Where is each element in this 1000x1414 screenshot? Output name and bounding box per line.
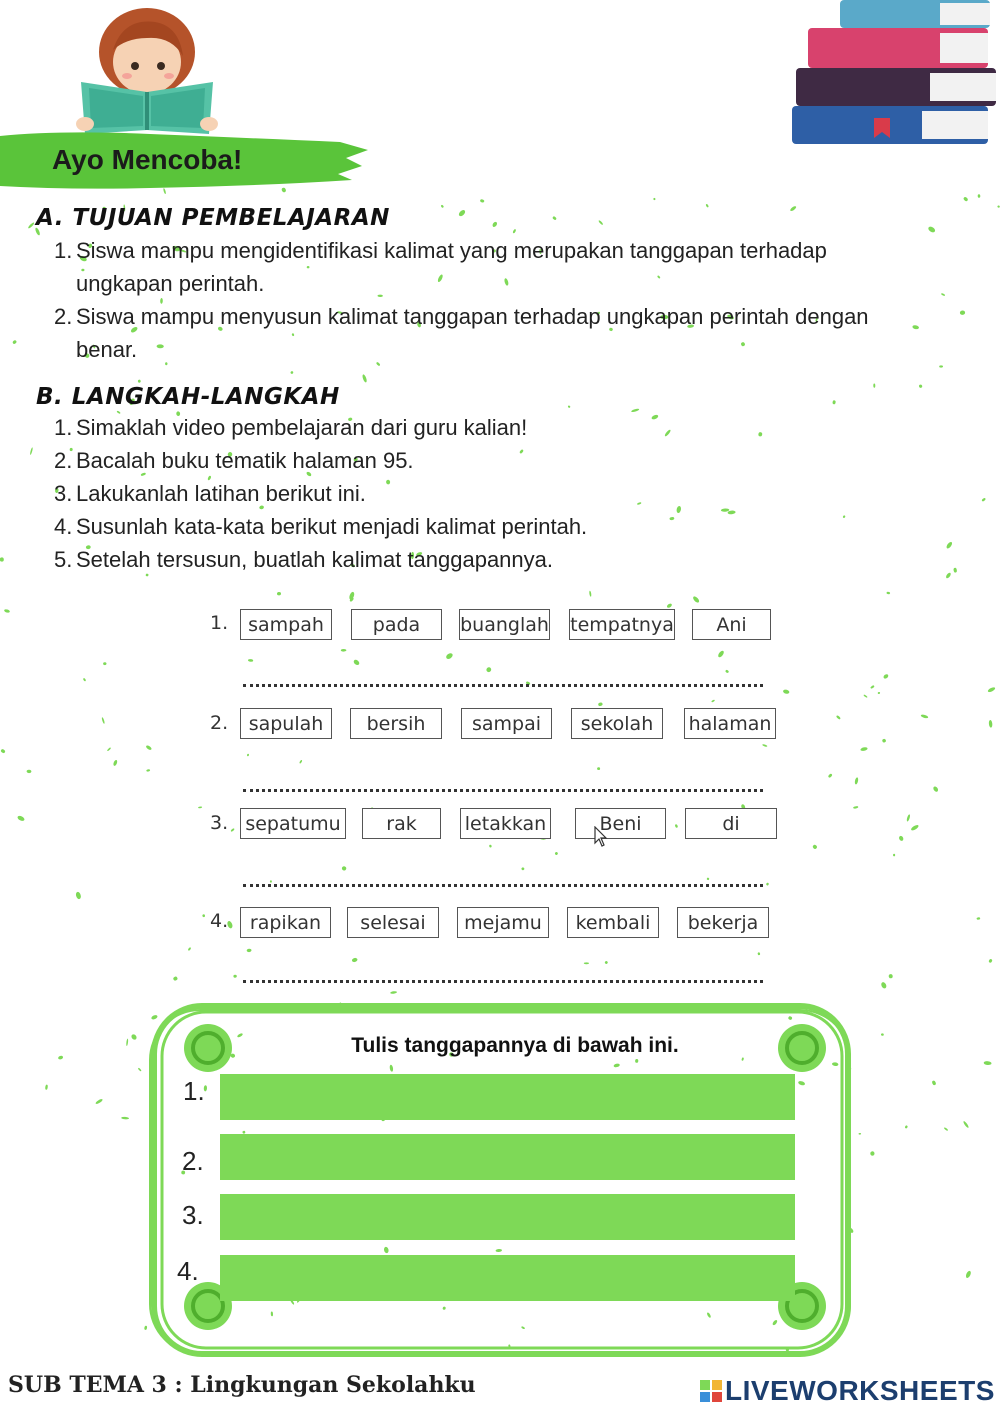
- list-text: ungkapan perintah.: [76, 271, 265, 296]
- speckle: [832, 400, 836, 404]
- speckle: [910, 824, 919, 831]
- list-number: 3.: [54, 481, 73, 506]
- speckle: [248, 659, 253, 662]
- speckle: [441, 204, 445, 208]
- speckle: [568, 405, 571, 408]
- word-card[interactable]: tempatnya: [569, 609, 675, 640]
- list-number: 5.: [54, 547, 73, 572]
- section-a-list: [54, 234, 984, 366]
- word-card[interactable]: Ani: [692, 609, 771, 640]
- speckle: [554, 852, 558, 856]
- answer-field-1[interactable]: [220, 1074, 795, 1120]
- speckle: [362, 374, 368, 383]
- brand-logo[interactable]: [700, 1375, 995, 1407]
- speckle: [711, 699, 715, 702]
- list-text: Susunlah kata-kata berikut menjadi kalimat perintah.: [76, 514, 588, 539]
- list-item: [54, 300, 984, 366]
- word-card[interactable]: sepatumu: [240, 808, 346, 839]
- speckle: [390, 991, 397, 994]
- speckle: [348, 591, 355, 600]
- speckle: [965, 1270, 972, 1279]
- answer-field-4[interactable]: [220, 1255, 795, 1301]
- speckle: [445, 652, 454, 660]
- word-card[interactable]: buanglah: [459, 609, 550, 640]
- speckle: [138, 1068, 142, 1072]
- speckle: [188, 947, 192, 951]
- speckle: [589, 591, 592, 597]
- speckle: [489, 845, 492, 848]
- speckle: [552, 216, 557, 221]
- speckle: [854, 777, 858, 785]
- speckle: [103, 662, 107, 665]
- speckle: [873, 383, 875, 387]
- speckle: [836, 715, 841, 720]
- speckle: [906, 814, 910, 822]
- speckle: [27, 770, 32, 774]
- word-card[interactable]: selesai: [347, 907, 439, 938]
- answer-number: 1.: [183, 1076, 205, 1106]
- word-card[interactable]: di: [685, 808, 777, 839]
- speckle: [107, 747, 111, 751]
- speckle: [944, 1127, 949, 1131]
- speckle: [113, 759, 118, 766]
- speckle: [12, 340, 17, 345]
- speckle: [126, 1039, 128, 1047]
- answer-field-3[interactable]: [220, 1194, 795, 1240]
- speckle: [0, 557, 4, 561]
- speckle: [121, 1117, 129, 1120]
- speckle: [783, 689, 790, 695]
- speckle: [95, 1098, 103, 1105]
- word-card[interactable]: kembali: [567, 907, 659, 938]
- list-number: 1.: [54, 415, 73, 440]
- speckle: [247, 753, 250, 756]
- speckle: [75, 891, 82, 899]
- exercise-number: 4.: [210, 910, 229, 932]
- speckle: [299, 760, 302, 764]
- answer-number: 4.: [177, 1256, 199, 1286]
- list-item: [54, 444, 984, 477]
- speckle: [480, 199, 485, 203]
- speckle: [898, 835, 904, 841]
- answer-number: 2.: [182, 1146, 204, 1176]
- word-card[interactable]: rak: [362, 808, 441, 839]
- exercise-number: 1.: [210, 612, 229, 634]
- speckle: [30, 447, 34, 455]
- speckle: [828, 773, 833, 778]
- list-text: benar.: [76, 337, 138, 362]
- speckle: [978, 194, 981, 198]
- word-card[interactable]: sampai: [461, 708, 552, 739]
- speckle: [932, 786, 939, 793]
- mouse-cursor-icon: [594, 826, 608, 848]
- list-text: Lakukanlah latihan berikut ini.: [76, 481, 366, 506]
- speckle: [976, 917, 980, 920]
- speckle: [880, 981, 887, 989]
- word-card[interactable]: halaman: [684, 708, 776, 739]
- speckle: [653, 197, 656, 200]
- speckle: [692, 595, 700, 603]
- exercise-number: 2.: [210, 712, 229, 734]
- answer-field-2[interactable]: [220, 1134, 795, 1180]
- speckle: [277, 592, 281, 595]
- section-b-list: [54, 411, 984, 576]
- speckle: [512, 229, 516, 234]
- list-number: 1.: [54, 238, 73, 263]
- speckle: [762, 744, 768, 747]
- speckle: [675, 824, 679, 828]
- speckle: [485, 666, 492, 673]
- list-text: Bacalah buku tematik halaman 95.: [76, 448, 414, 473]
- list-item: [54, 477, 984, 510]
- speckle: [353, 659, 361, 666]
- speckle: [492, 221, 498, 228]
- speckle: [233, 975, 237, 978]
- speckle: [146, 769, 150, 772]
- speckle: [584, 962, 589, 964]
- speckle: [858, 1133, 861, 1135]
- speckle: [598, 220, 603, 226]
- speckle: [458, 209, 467, 217]
- speckle: [893, 854, 895, 857]
- speckle: [666, 603, 672, 609]
- answer-line: [243, 684, 763, 687]
- speckle: [725, 669, 729, 673]
- answer-line: [243, 789, 763, 792]
- speckle: [757, 952, 760, 955]
- word-card[interactable]: letakkan: [460, 808, 551, 839]
- answer-line: [243, 884, 763, 887]
- speckle: [17, 815, 25, 822]
- speckle: [905, 1125, 909, 1129]
- speckle: [932, 1080, 937, 1086]
- speckle: [145, 745, 152, 751]
- speckle: [984, 1061, 992, 1065]
- speckle: [886, 592, 890, 595]
- speckle: [138, 379, 142, 383]
- word-card[interactable]: bersih: [350, 708, 442, 739]
- speckle: [144, 1325, 147, 1330]
- speckle: [705, 204, 709, 208]
- word-card[interactable]: mejamu: [457, 907, 549, 938]
- speckle: [919, 384, 923, 388]
- list-item: [54, 543, 984, 576]
- exercise-number: 3.: [210, 812, 229, 834]
- liveworksheets-logo-icon: [700, 1380, 722, 1402]
- brand-name: LIVEWORKSHEETS: [725, 1375, 995, 1406]
- speckle: [230, 828, 234, 832]
- list-number: 2.: [54, 304, 73, 329]
- speckle: [45, 1084, 48, 1089]
- speckle: [877, 692, 880, 695]
- speckle: [173, 976, 179, 981]
- girl-reading-illustration: [75, 4, 220, 136]
- list-item: [54, 234, 984, 300]
- speckle: [521, 867, 525, 871]
- speckle: [987, 686, 996, 693]
- speckle: [853, 806, 859, 809]
- speckle: [988, 959, 992, 964]
- list-text: Siswa mampu mengidentifikasi kalimat yang merupakan tanggapan terhadap: [76, 238, 827, 263]
- speckle: [0, 748, 6, 753]
- speckle: [766, 882, 769, 885]
- word-card[interactable]: bekerja: [677, 907, 769, 938]
- word-card[interactable]: Beni: [575, 808, 666, 839]
- speckle: [351, 957, 358, 962]
- speckle: [597, 767, 600, 770]
- page-title: Ayo Mencoba!: [52, 144, 243, 175]
- speckle: [341, 866, 346, 871]
- speckle: [927, 226, 936, 234]
- speckle: [27, 222, 34, 229]
- speckle: [83, 678, 87, 682]
- section-a-title: A. TUJUAN PEMBELAJARAN: [36, 205, 390, 231]
- speckle: [58, 1055, 64, 1060]
- list-item: [54, 510, 984, 543]
- list-text: Setelah tersusun, buatlah kalimat tanggapannya.: [76, 547, 553, 572]
- list-number: 2.: [54, 448, 73, 473]
- list-text: Siswa mampu menyusun kalimat tanggapan terhadap ungkapan perintah dengan: [76, 304, 869, 329]
- speckle: [598, 702, 603, 707]
- answer-number: 3.: [182, 1200, 204, 1230]
- word-card[interactable]: pada: [351, 609, 442, 640]
- speckle: [888, 974, 892, 979]
- word-card[interactable]: rapikan: [240, 907, 331, 938]
- list-item: [54, 411, 984, 444]
- speckle: [789, 205, 796, 212]
- speckle: [870, 1151, 875, 1156]
- subtheme-footer: SUB TEMA 3 : Lingkungan Sekolahku: [8, 1372, 476, 1398]
- speckle: [247, 948, 252, 952]
- speckle: [270, 880, 272, 883]
- speckle: [881, 1033, 884, 1036]
- word-card[interactable]: sekolah: [571, 708, 663, 739]
- speckle: [812, 844, 818, 850]
- speckle: [706, 877, 709, 880]
- speckle: [202, 914, 205, 917]
- speckle: [101, 717, 105, 724]
- list-text: Simaklah video pembelajaran dari guru kalian!: [76, 415, 528, 440]
- speckle: [870, 685, 875, 689]
- speckle: [860, 747, 868, 752]
- speckle: [290, 371, 294, 375]
- speckle: [4, 609, 10, 613]
- speckle: [604, 961, 608, 965]
- speckle: [882, 738, 887, 743]
- speckle: [341, 649, 347, 652]
- speckle: [963, 1121, 970, 1129]
- speckle: [883, 673, 889, 679]
- speckle: [717, 650, 725, 658]
- book-stack-illustration: [790, 0, 1000, 148]
- section-b-title: B. LANGKAH-LANGKAH: [36, 384, 340, 410]
- speckle: [198, 806, 202, 808]
- answer-line: [243, 980, 763, 983]
- speckle: [920, 714, 928, 719]
- word-card[interactable]: sapulah: [240, 708, 332, 739]
- list-number: 4.: [54, 514, 73, 539]
- speckle: [963, 196, 969, 202]
- speckle: [130, 1033, 137, 1040]
- speckle: [863, 694, 868, 698]
- word-card[interactable]: sampah: [240, 609, 332, 640]
- speckle: [989, 720, 993, 728]
- response-box-title: Tulis tanggapannya di bawah ini.: [351, 1034, 679, 1057]
